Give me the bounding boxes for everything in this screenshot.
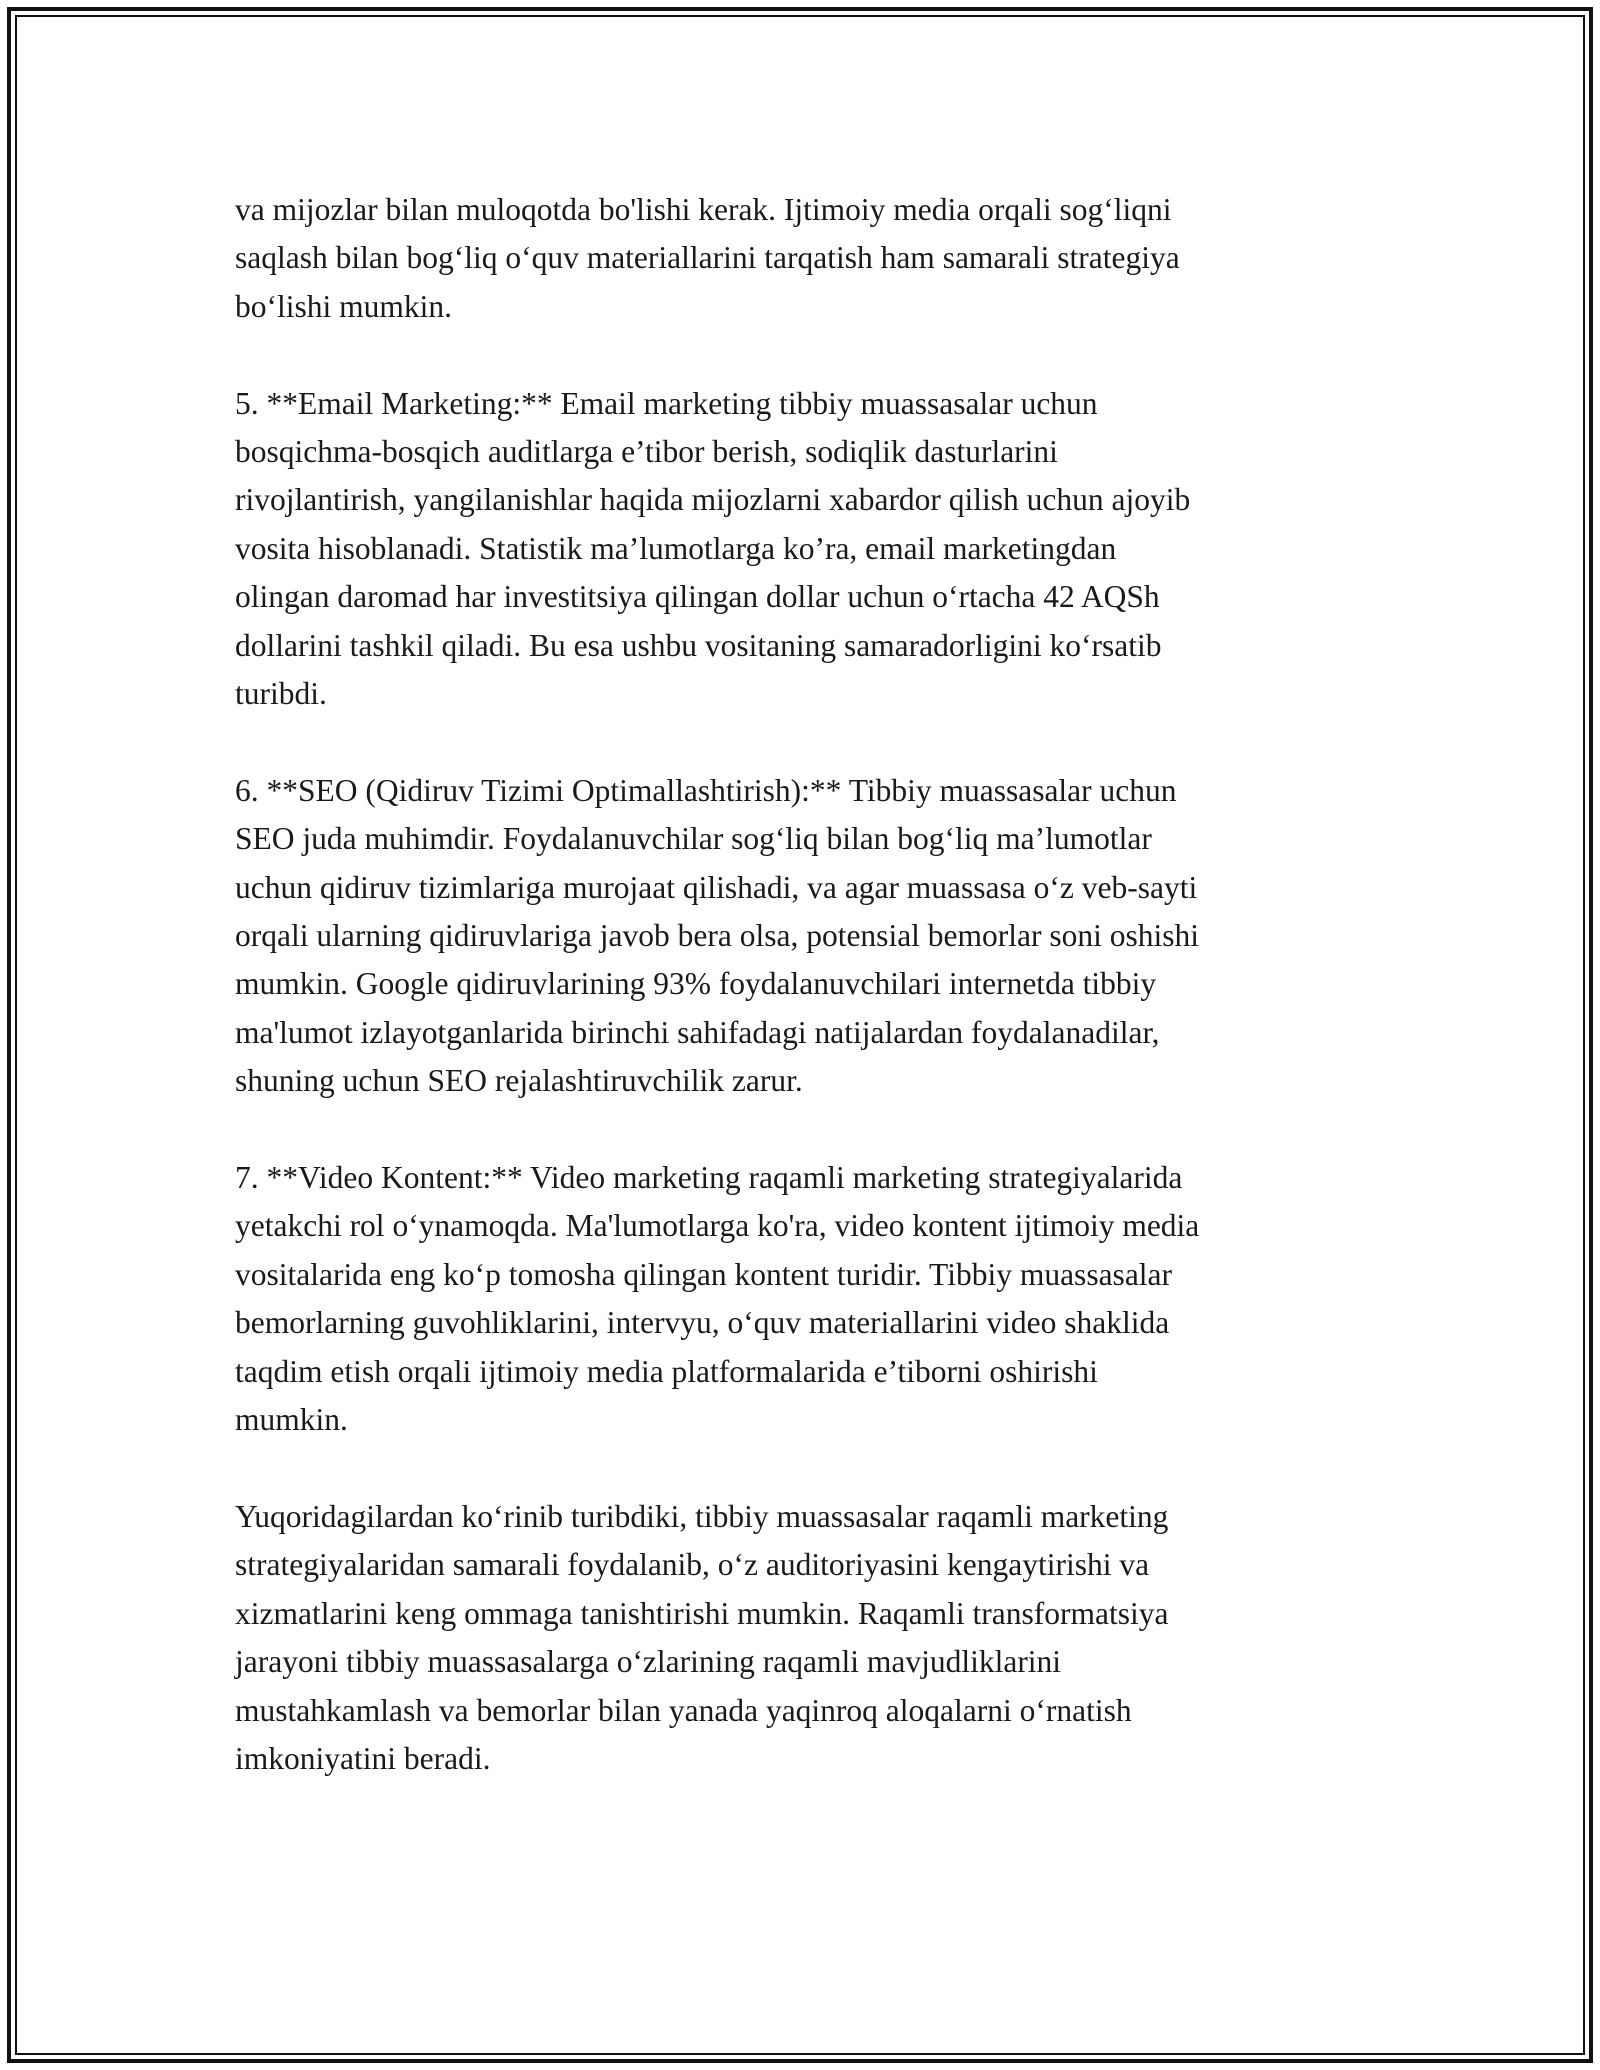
paragraph-email-marketing: 5. **Email Marketing:** Email marketing tibbiy muassasalar uchun bosqichma-bosqich auditlarga e’tibor berish, sodiqlik dasturlarini rivojlantirish, yangilanishlar haqida mijozlarni xabardor qilish uchun ajoyib vosita hisoblanadi. Statistik ma’lumotlarga ko’ra, email marketingdan olingan daromad har investitsiya qilingan dollar uchun o‘rtacha 42 AQSh dollarini tashkil qiladi. Bu esa ushbu vositaning samaradorligini ko‘rsatib turibdi.	[235, 385, 1191, 712]
paragraph-seo: 6. **SEO (Qidiruv Tizimi Optimallashtirish):** Tibbiy muassasalar uchun SEO juda muhimdir. Foydalanuvchilar sog‘liq bilan bog‘liq ma’lumotlar uchun qidiruv tizimlariga murojaat qilishadi, va agar muassasa o‘z veb-sayti orqali ularning qidiruvlariga javob bera olsa, potensial bemorlar soni oshishi mumkin. Google qidiruvlarining 93% foydalanuvchilari internetda tibbiy ma'lumot izlayotganlarida birinchi sahifadagi natijalardan foydalanadilar, shuning uchun SEO rejalashtiruvchilik zarur.	[235, 772, 1200, 1099]
paragraph-video-content: 7. **Video Kontent:** Video marketing raqamli marketing strategiyalarida yetakchi rol o‘ynamoqda. Ma'lumotlarga ko'ra, video kontent ijtimoiy media vositalarida eng ko‘p tomosha qilingan kontent turidir. Tibbiy muassasalar bemorlarning guvohliklarini, intervyu, o‘quv materiallarini video shaklida taqdim etish orqali ijtimoiy media platformalarida e’tiborni oshirishi mumkin.	[235, 1160, 1200, 1438]
document-body	[235, 186, 1365, 1783]
paragraph-conclusion: Yuqoridagilardan ko‘rinib turibdiki, tibbiy muassasalar raqamli marketing strategiyalaridan samarali foydalanib, o‘z auditoriyasini kengaytirishi va xizmatlarini keng ommaga tanishtirishi mumkin. Raqamli transformatsiya jarayoni tibbiy muassasalarga o‘zlarining raqamli mavjudliklarini mustahkamlash va bemorlar bilan yanada yaqinroq aloqalarni o‘rnatish imkoniyatini beradi.	[235, 1498, 1169, 1776]
paragraph-continuation: va mijozlar bilan muloqotda bo'lishi kerak. Ijtimoiy media orqali sog‘liqni saqlash bilan bog‘liq o‘quv materiallarini tarqatish ham samarali strategiya bo‘lishi mumkin.	[235, 192, 1180, 324]
